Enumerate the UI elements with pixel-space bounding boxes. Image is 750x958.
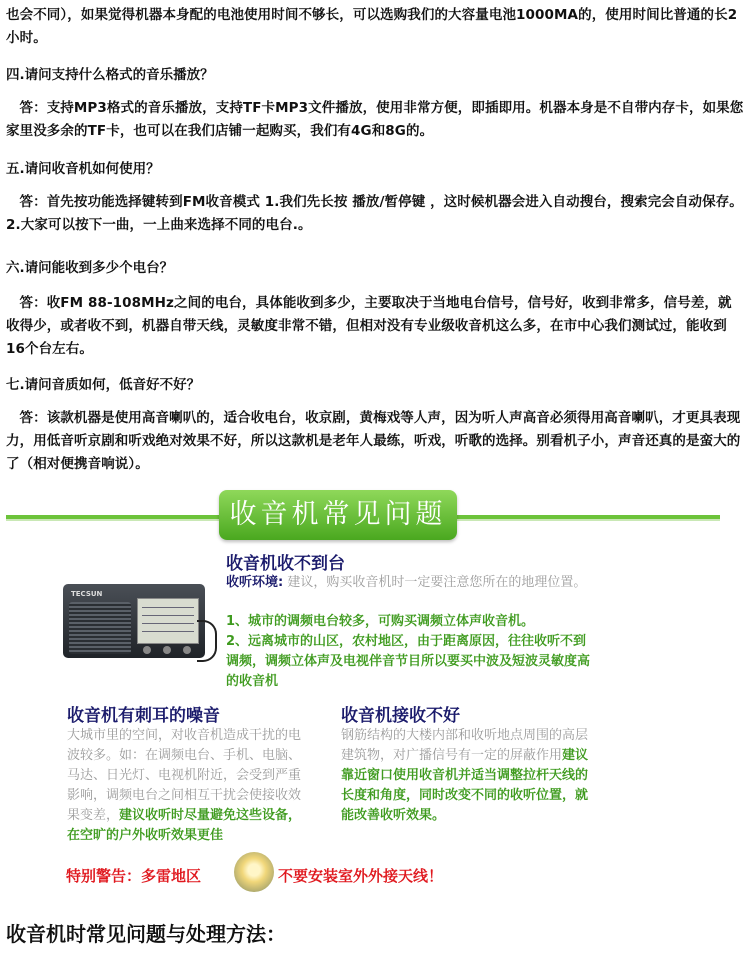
reception-text: 钢筋结构的大楼内部和收听地点周围的高层建筑物，对广播信号有一定的屏蔽作用: [341, 728, 589, 763]
radio-image: [63, 580, 213, 662]
noise-text: 大城市里的空间，对收音机造成干扰的电波较多。如：在调频电台、手机、电脑、马达、日光灯、电视机附近，会受到严重影响，调频电台之间相互干扰会使接收效果变差，: [67, 728, 302, 823]
question-6: 六.请问能收到多少个电台？: [6, 260, 174, 276]
section-poor-reception-body: [341, 726, 593, 826]
question-5: 五.请问收音机如何使用？: [6, 161, 160, 177]
question-7: 七.请问音质如何，低音好不好？: [6, 377, 201, 393]
radio-knob: [183, 646, 191, 654]
warning-left: 特别警告：多雷地区: [66, 867, 202, 885]
reception-advice: 建议靠近窗口使用收音机并适当调整拉杆天线的长度和角度，同时改变不同的收听位置，就能改善收听效果。: [341, 748, 589, 823]
answer-6-block: [6, 292, 744, 361]
section-title-noise: 收音机有刺耳的噪音: [67, 706, 220, 726]
radio-strap: [197, 620, 217, 662]
answer-7-block: [6, 407, 744, 476]
section-noise-body: [67, 726, 312, 846]
radio-body: [63, 584, 205, 658]
section-no-signal-item-2: 2、远离城市的山区，农村地区，由于距离原因，往往收听不到调频，调频立体声及电视伴音节目所以要买中波及短波灵敏度高的收音机: [226, 634, 591, 689]
radio-brand-logo: TECSUN: [71, 590, 103, 598]
faq-banner: [0, 488, 750, 546]
noise-advice: 建议收听时尽量避免这些设备，在空旷的户外收听效果更佳: [67, 808, 302, 843]
env-label: 收听环境:: [226, 575, 284, 590]
rose-icon: [234, 852, 274, 892]
answer-5: 答：首先按功能选择键转到FM收音模式 1.我们先长按 播放/暂停键 ，这时候机器会进入自动搜台，搜索完会自动保存。2.大家可以按下一曲，一上曲来选择不同的电台.。: [6, 194, 743, 233]
section-title-no-signal: 收音机收不到台: [226, 554, 345, 574]
section-no-signal-item-1: 1、城市的调频电台较多，可购买调频立体声收音机。: [226, 614, 535, 629]
answer-5-block: [6, 191, 744, 237]
section-title-poor-reception: 收音机接收不好: [341, 706, 460, 726]
question-4: 四.请问支持什么格式的音乐播放？: [6, 67, 214, 83]
answer-7: 答：该款机器是使用高音喇叭的，适合收电台，收京剧，黄梅戏等人声，因为听人声高音必须得用高音喇叭，才更具表现力，用低音听京剧和听戏绝对效果不好，所以这款机是老年人最练，听戏，听歌的选择。别看机子小，声音还真的是蛮大的了（相对便携音响说）。: [6, 410, 741, 472]
page-heading: 收音机时常见问题与处理方法：: [6, 922, 286, 946]
radio-knob: [163, 646, 171, 654]
section-no-signal-env: [226, 573, 598, 593]
radio-knob: [143, 646, 151, 654]
warning-right: 不要安装室外外接天线！: [278, 867, 444, 885]
intro-paragraph: [6, 4, 744, 50]
banner-title: 收音机常见问题: [219, 490, 457, 540]
answer-4-block: [6, 97, 744, 143]
battery-note: 也会不同），如果觉得机器本身配的电池使用时间不够长，可以选购我们的大容量电池1000MA的，使用时间比普通的长2小时。: [6, 7, 738, 46]
answer-4: 答：支持MP3格式的音乐播放，支持TF卡MP3文件播放，使用非常方便，即插即用。机器本身是不自带内存卡，如果您家里没多余的TF卡，也可以在我们店铺一起购买，我们有4G和8G的。: [6, 100, 744, 139]
radio-speaker-grille: [69, 602, 131, 654]
answer-6: 答：收FM 88-108MHz之间的电台，具体能收到多少，主要取决于当地电台信号，信号好，收到非常多，信号差，就收得少，或者收不到，机器自带天线，灵敏度非常不错，但相对没有专业级收音机这么多，在市中心我们测试过，能收到16个台左右。: [6, 295, 732, 357]
radio-dial: [137, 598, 199, 644]
env-text: 建议，购买收音机时一定要注意您所在的地理位置。: [287, 575, 587, 590]
